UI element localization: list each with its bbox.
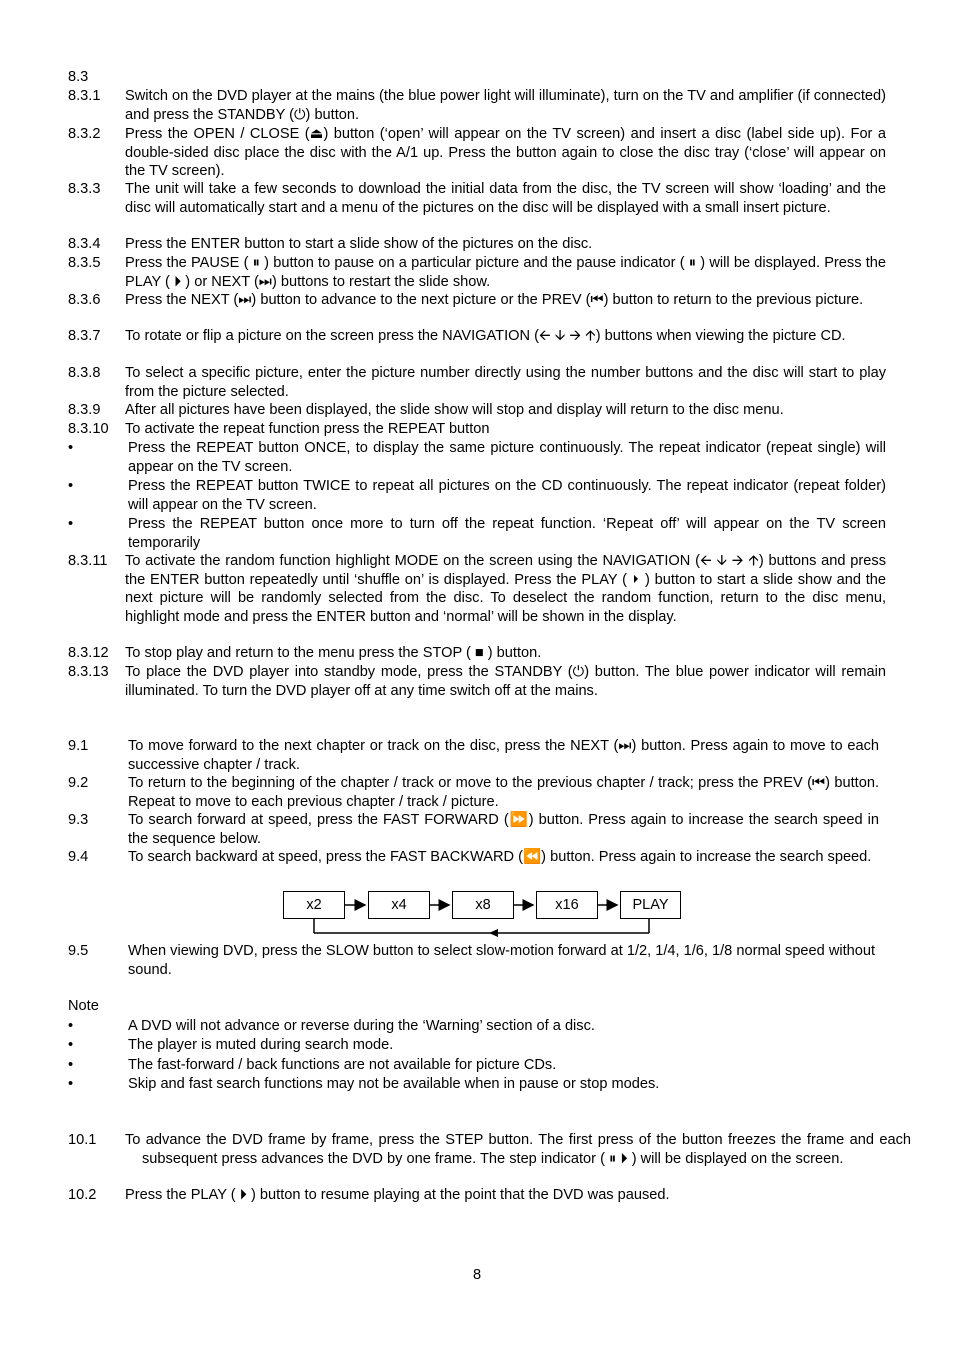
step-text: To advance the DVD frame by frame, press the STEP button. The first press of the button freezes the frame and each subsequent press advances the DVD by one frame. The step indicator ( ⏸ ⏵ ) will be displayed on the screen. [125,1132,911,1167]
bullet-glyph: • [68,1018,74,1034]
step-9-1 [68,737,879,777]
step-text: The unit will take a few seconds to download the initial data from the disc, the TV screen will show ‘loading’ and the disc will automatically start and a menu of the pictures on the disc will be displayed with a small insert picture. [125,181,886,216]
step-8-3-6 [68,291,886,331]
speed-box-x16: x16 [536,891,598,919]
step-number: 9.5 [68,943,89,959]
bullet-text: Press the REPEAT button once more to turn off the repeat function. ‘Repeat off’ will appear on the TV screen temporarily [128,516,886,551]
note-item [68,1017,886,1037]
bullet-glyph: • [68,478,74,494]
step-number: 10.1 [68,1132,97,1148]
bullet-repeat-once [68,439,886,479]
step-number: 8.3.13 [68,664,109,680]
speed-box-x8: x8 [452,891,514,919]
step-8-3-4 [68,235,886,255]
step-number: 8.3.3 [68,181,101,197]
bullet-text: A DVD will not advance or reverse during the ‘Warning’ section of a disc. [128,1018,595,1034]
step-number: 8.3.8 [68,365,101,381]
bullet-text: Press the REPEAT button TWICE to repeat all pictures on the CD continuously. The repeat indicator (repeat folder) will appear on the TV screen. [128,478,886,513]
search-speed-sequence [280,888,684,940]
step-text: To search backward at speed, press the FAST BACKWARD (⏪) button. Press again to increase the search speed. [128,849,872,865]
step-text: To rotate or flip a picture on the screen press the NAVIGATION (🡨 🡫 🡪 🡩) buttons when viewing the picture CD. [125,328,846,344]
step-8-3-9 [68,401,886,421]
step-text: To activate the random function highlight MODE on the screen using the NAVIGATION (🡨 🡫 🡪 🡩) buttons and press the ENTER button repeatedly until ‘shuffle on’ is displayed. Press the PLAY ( ⏵ ) button to start a slide show and the next picture will be randomly selected from the disc. To deselect the random function, return to the disc menu, highlight mode and press the ENTER button and ‘normal’ will be shown in the display. [125,553,886,625]
bullet-text: The fast-forward / back functions are not available for picture CDs. [128,1057,557,1073]
step-number: 9.3 [68,812,89,828]
step-number: 8.3.1 [68,88,101,104]
step-number: 8.3.7 [68,328,101,344]
step-text: To activate the repeat function press the REPEAT button [125,421,490,437]
step-8-3-13 [68,663,886,703]
step-text: Press the NEXT (⏭) button to advance to the next picture or the PREV (⏮) button to return to the previous picture. [125,292,864,308]
step-text: When viewing DVD, press the SLOW button to select slow-motion forward at 1/2, 1/4, 1/6, 1/8 normal speed without sound. [128,943,876,978]
step-8-3-11 [68,552,886,648]
step-8-3-3 [68,180,886,238]
speed-box-x4: x4 [368,891,430,919]
step-number: 8.3.10 [68,421,109,437]
bullet-glyph: • [68,1076,74,1092]
note-item [68,1056,886,1076]
step-9-2 [68,774,879,814]
step-9-3 [68,811,879,851]
step-text: Press the OPEN / CLOSE (⏏) button (‘open’ will appear on the TV screen) and insert a disc (label side up). For a double-sided disc place the disc with the A/1 up. Press the button again to close the disc tray (‘close’ will appear on the TV screen). [125,126,886,179]
step-number: 8.3.12 [68,645,109,661]
step-number: 9.1 [68,738,89,754]
step-text: Press the PAUSE ( ⏸ ) button to pause on a particular picture and the pause indicator ( ⏸ ) will be displayed. Press the PLAY ( ⏵ ) or NEXT (⏭) buttons to restart the slide show. [125,255,886,290]
step-10-1 [68,1131,911,1189]
bullet-repeat-off [68,515,886,555]
step-text: Press the PLAY ( ⏵ ) button to resume playing at the point that the DVD was paused. [125,1187,670,1203]
step-number: 8.3.2 [68,126,101,142]
step-number: 9.2 [68,775,89,791]
step-number: 8.3.11 [68,553,108,569]
step-text: To move forward to the next chapter or track on the disc, press the NEXT (⏭) button. Press again to move to each successive chapter / track. [128,738,879,773]
step-text: Switch on the DVD player at the mains (the blue power light will illuminate), turn on the TV and amplifier (if connected) and press the STANDBY (⏻) button. [125,88,886,123]
note-item [68,1075,886,1095]
step-9-4 [68,848,879,888]
step-8-3-10 [68,420,886,440]
step-number: 8.3.5 [68,255,101,271]
bullet-repeat-twice [68,477,886,517]
step-text: To search forward at speed, press the FAST FORWARD (⏩) button. Press again to increase the search speed in the sequence below. [128,812,879,847]
bullet-text: Skip and fast search functions may not be available when in pause or stop modes. [128,1076,660,1092]
step-text: To place the DVD player into standby mode, press the STANDBY (⏻) button. The blue power indicator will remain illuminated. To turn the DVD player off at any time switch off at the mains. [125,664,886,699]
step-8-3-1 [68,87,886,127]
step-number: 8.3.6 [68,292,101,308]
step-number: 8.3.9 [68,402,101,418]
bullet-glyph: • [68,1037,74,1053]
bullet-text: The player is muted during search mode. [128,1037,394,1053]
step-text: To stop play and return to the menu press the STOP ( ■ ) button. [125,645,542,661]
bullet-glyph: • [68,516,74,532]
note-label: Note [68,998,99,1014]
speed-box-x2: x2 [283,891,345,919]
step-8-3-2 [68,125,886,183]
bullet-glyph: • [68,1057,74,1073]
bullet-text: Press the REPEAT button ONCE, to display the same picture continuously. The repeat indicator (repeat single) will appear on the TV screen. [128,440,886,475]
step-9-5 [68,942,879,982]
step-8-3-8 [68,364,886,404]
step-8-3-5 [68,254,886,294]
section-number: 8.3 [68,69,89,85]
section-heading-8-3 [68,68,88,87]
step-number: 8.3.4 [68,236,101,252]
step-text: To return to the beginning of the chapter / track or move to the previous chapter / track; press the PREV (⏮) button. Repeat to move to each previous chapter / track / picture. [128,775,879,810]
bullet-glyph: • [68,440,74,456]
step-number: 10.2 [68,1187,97,1203]
step-8-3-12 [68,644,886,664]
step-number: 9.4 [68,849,89,865]
page-number: 8 [472,1267,482,1283]
step-10-2 [68,1186,894,1206]
speed-box-play: PLAY [620,891,681,919]
step-text: Press the ENTER button to start a slide show of the pictures on the disc. [125,236,593,252]
note-item [68,1036,886,1056]
step-8-3-7 [68,327,886,367]
step-text: After all pictures have been displayed, the slide show will stop and display will return to the disc menu. [125,402,784,418]
step-text: To select a specific picture, enter the picture number directly using the number buttons and the disc will start to play from the picture selected. [125,365,886,400]
